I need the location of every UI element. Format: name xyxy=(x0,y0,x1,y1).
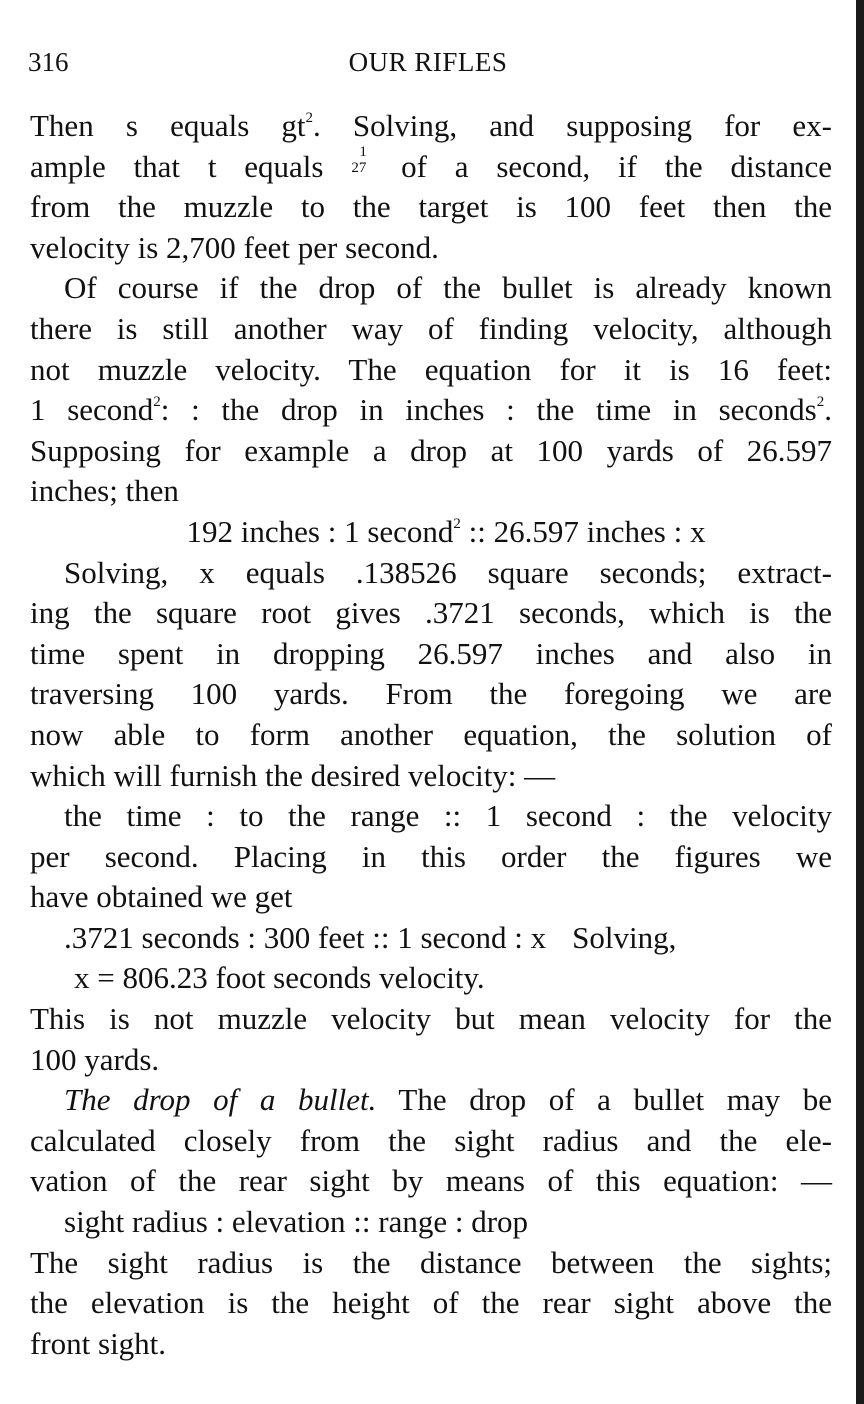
text-line: have obtained we get xyxy=(30,879,293,915)
text-line: from the muzzle to the target is 100 feet then the xyxy=(30,189,832,225)
body-text xyxy=(30,106,832,1364)
text-line: now able to form another equation, the solution of xyxy=(30,716,832,752)
text-line: ample that t equals 1 27 of a second, if the distance xyxy=(30,143,833,184)
text-line: time spent in dropping 26.597 inches and also in xyxy=(30,635,832,671)
text-line: not muzzle velocity. The equation for it is 16 feet: xyxy=(30,351,832,387)
running-title: OUR RIFLES xyxy=(348,47,508,77)
superscript: 2 xyxy=(453,515,461,532)
text-line: the elevation is the height of the rear sight above the xyxy=(30,1285,832,1321)
fraction: 1 27 xyxy=(351,143,367,176)
text-line: there is still another way of finding velocity, although xyxy=(30,310,832,346)
page-number: 316 xyxy=(28,47,69,77)
text-line: which will furnish the desired velocity: — xyxy=(30,757,556,793)
text-line: The drop of a bullet. The drop of a bullet may be xyxy=(64,1082,833,1118)
text-line: ing the square root gives .3721 seconds, which is the xyxy=(30,595,832,631)
equation-line: x = 806.23 foot seconds velocity. xyxy=(74,960,485,996)
text-line: traversing 100 yards. From the foregoing we are xyxy=(30,676,832,712)
text-line: 100 yards. xyxy=(30,1041,160,1077)
superscript: 2 xyxy=(153,394,161,411)
equation-line: sight radius : elevation :: range : drop xyxy=(64,1204,529,1240)
text-line: the time : to the range :: 1 second : the velocity xyxy=(64,798,832,834)
text-line: The sight radius is the distance between the sights; xyxy=(30,1244,832,1280)
text-line: vation of the rear sight by means of this equation: — xyxy=(30,1163,832,1199)
superscript: 2 xyxy=(816,394,825,411)
text-line: velocity is 2,700 feet per second. xyxy=(30,229,439,265)
running-head xyxy=(28,44,828,80)
text-line: inches; then xyxy=(30,473,179,509)
equation-line: 192 inches : 1 second$^2$ :: 26.597 inches : x xyxy=(186,513,706,549)
text-line: calculated closely from the sight radius and the ele- xyxy=(30,1122,832,1158)
text-line: Solving, x equals .138526 square seconds; extract- xyxy=(64,554,832,590)
text-line: This is not muzzle velocity but mean velocity for the xyxy=(30,1001,832,1037)
superscript: 2 xyxy=(305,110,314,126)
scan-edge xyxy=(856,0,864,1404)
text-line: front sight. xyxy=(30,1325,167,1361)
text-line: 1 second$^2$: : the drop in inches : the time in seconds$^2$. xyxy=(30,392,832,428)
text-line: per second. Placing in this order the figures we xyxy=(30,838,832,874)
text-line: Of course if the drop of the bullet is already known xyxy=(64,270,832,306)
equation-line: .3721 seconds : 300 feet :: 1 second : x Solving, xyxy=(64,919,677,955)
text-line: Supposing for example a drop at 100 yards of 26.597 xyxy=(30,432,832,468)
italic-heading: The drop of a bullet. xyxy=(64,1082,377,1118)
text-line: Then s equals $gt^2$. Solving, and supposing for ex- xyxy=(30,108,832,143)
